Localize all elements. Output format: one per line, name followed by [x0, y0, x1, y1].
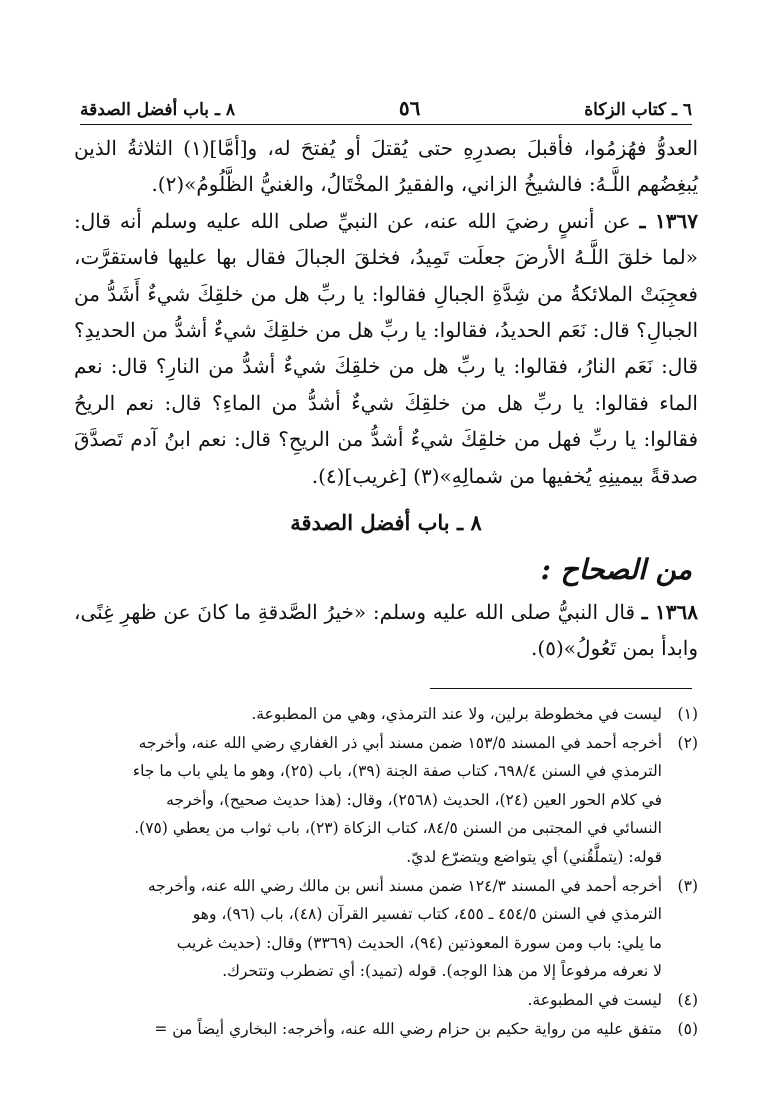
footnote-1 — [74, 700, 698, 729]
section-label: من الصحاح : — [540, 553, 692, 587]
footnote-line: الترمذي في السنن ٤٥٤/٥ ـ ٤٥٥، كتاب تفسير القرآن (٤٨)، باب (٩٦)، وهو — [192, 905, 662, 924]
footnote-divider — [430, 688, 692, 689]
page-number: ٥٦ — [398, 96, 421, 120]
main-text — [74, 130, 698, 667]
hadith-number: ١٣٦٧ ـ — [639, 208, 699, 233]
footnote-line: متفق عليه من رواية حكيم بن حزام رضي الله عنه، وأخرجه: البخاري أيضاً من = — [154, 1019, 662, 1038]
footnote-line: قوله: (يتملَّقُني) أي يتواضع ويتضرّع لديّ. — [406, 847, 662, 866]
hadith-number: ١٣٦٨ ـ — [641, 600, 699, 625]
paragraph-continued: العدوُّ فهُزمُوا، فأقبلَ بصدرِهِ حتى يُقتلَ أو يُفتحَ له، و[أمَّا](١) الثلاثةُ الذين يُبغِضُهم اللَّـهُ: فالشيخُ الزاني، والفقيرُ المخْتَالُ، والغنيُّ الظَّلُومُ»(٢). — [74, 136, 698, 197]
footnote-line: ليست في مخطوطة برلين، ولا عند الترمذي، وهي من المطبوعة. — [251, 705, 662, 723]
footnote-line: أخرجه أحمد في المسند ١٥٣/٥ ضمن مسند أبي ذر الغفاري رضي الله عنه، وأخرجه — [138, 733, 662, 752]
footnote-line: أخرجه أحمد في المسند ١٢٤/٣ ضمن مسند أنس بن مالك رضي الله عنه، وأخرجه — [147, 876, 662, 895]
footnote-number: (١) — [677, 705, 698, 723]
footnote-line: لا نعرفه مرفوعاً إلا من هذا الوجه). قوله (تميد): أي تضطرب وتتحرك. — [222, 962, 662, 981]
footnote-5 — [74, 1015, 698, 1044]
footnote-number: (٢) — [677, 733, 698, 752]
hadith-1367 — [74, 203, 698, 494]
header-chapter-title: ٨ ـ باب أفضل الصدقة — [80, 100, 236, 120]
running-header — [80, 86, 692, 125]
footnote-line: النسائي في المجتبى من السنن ٨٤/٥، كتاب الزكاة (٢٣)، باب ثواب من يعطي (٧٥). — [134, 819, 662, 838]
footnote-3 — [74, 872, 698, 986]
footnote-line: الترمذي في السنن ٦٩٨/٤، كتاب صفة الجنة (٣٩)، باب (٢٥)، وهو ما يلي باب ما جاء — [132, 762, 662, 781]
hadith-1368 — [74, 594, 698, 667]
footnote-line: ليست في المطبوعة. — [527, 990, 662, 1009]
footnote-line: في كلام الحور العين (٢٤)، الحديث (٢٥٦٨)، وقال: (هذا حديث صحيح)، وأخرجه — [166, 790, 662, 809]
chapter-title: ٨ ـ باب أفضل الصدقة — [290, 510, 482, 536]
hadith-text: قال النبيُّ صلى الله عليه وسلم: «خيرُ الصَّدقةِ ما كانَ عن ظهرِ غِنًى، وابدأ بمن تَعُولُ»(٥). — [74, 600, 698, 661]
footnote-number: (٥) — [677, 1019, 698, 1038]
header-book-title: ٦ ـ كتاب الزكاة — [584, 100, 692, 120]
footnote-line: ما يلي: باب ومن سورة المعوذتين (٩٤)، الحديث (٣٣٦٩) وقال: (حديث غريب — [176, 933, 662, 952]
footnote-2 — [74, 729, 698, 872]
footnote-number: (٣) — [677, 876, 698, 895]
hadith-text: عن أنسٍ رضيَ الله عنه، عن النبيِّ صلى الله عليه وسلم أنه قال: «لما خلقَ اللَّـهُ الأرضَ جعلَت تَمِيدُ، فخلقَ الجبالَ فقال بها عليها فاستقرَّت، فعجِبَتْ الملائكةُ من شِدَّةِ الجبالِ فقالوا: يا ربِّ هل من خلقِكَ شيءٌ أَشَدُّ من الجبالِ؟ قال: نَعَم الحديدُ، فقالوا: يا ربِّ هل من خلقِكَ شيءٌ أشدُّ من الحديدِ؟ قال: نَعَم النارُ، فقالوا: يا ربِّ هل من خلقِكَ شيءٌ أشدُّ من النارِ؟ قال: نعم الماء فقالوا: يا ربِّ هل من خلقِكَ شيءٌ أشدُّ من الماءِ؟ قال: نعم الريحُ فقالوا: يا ربِّ فهل من خلقِكَ شيءٌ أشدُّ من الريحِ؟ قال: نعم ابنُ آدم تَصدَّقَ صدقةً بيمينِهِ يُخفيها من شمالِهِ»(٣) [غريب](٤). — [74, 208, 699, 488]
footnotes — [74, 700, 698, 1043]
footnote-4 — [74, 986, 698, 1015]
footnote-number: (٤) — [677, 990, 698, 1009]
